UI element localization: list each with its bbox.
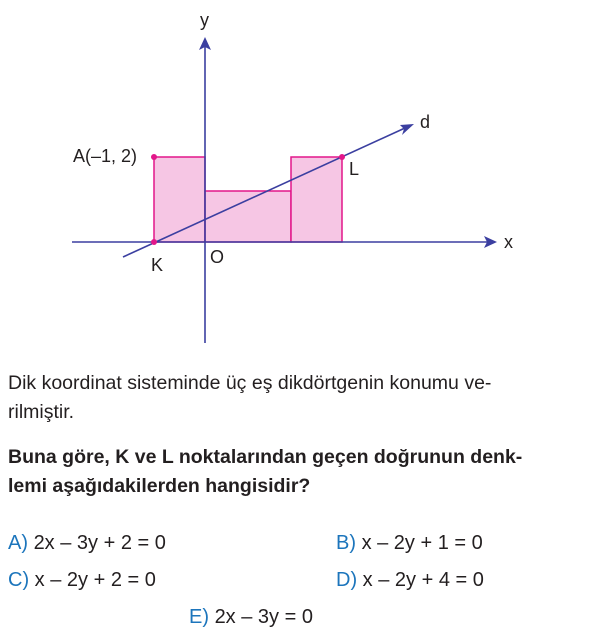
- rectangle-middle: [205, 191, 291, 242]
- option-letter: C): [8, 569, 30, 591]
- question-prompt-line: lemi aşağıdakilerden hangisidir?: [8, 475, 311, 497]
- option-text: x – 2y + 4 = 0: [362, 569, 484, 591]
- option-b[interactable]: [336, 531, 483, 555]
- point-l: [339, 154, 345, 160]
- option-a[interactable]: [8, 531, 166, 555]
- option-c[interactable]: [8, 568, 156, 592]
- option-text: x – 2y + 2 = 0: [34, 569, 156, 591]
- question-prompt-line: Buna göre, K ve L noktalarından geçen doğrunun denk-: [8, 446, 523, 468]
- rectangle-right: [291, 157, 342, 242]
- point-a-label: A(–1, 2): [73, 146, 138, 166]
- question-stem-line: Dik koordinat sisteminde üç eş dikdörtgenin konumu ve-: [8, 372, 492, 394]
- point-l-label: L: [349, 159, 360, 179]
- x-axis-label: x: [504, 232, 513, 252]
- option-d[interactable]: [336, 568, 484, 592]
- option-letter: D): [336, 569, 358, 591]
- question-prompt: [8, 443, 608, 501]
- option-text: 2x – 3y + 2 = 0: [33, 532, 166, 554]
- option-letter: E): [189, 606, 209, 628]
- y-axis-label: y: [200, 10, 209, 30]
- point-a: [151, 154, 157, 160]
- point-k: [151, 239, 157, 245]
- option-letter: A): [8, 532, 28, 554]
- rectangle-left: [154, 157, 205, 242]
- option-letter: B): [336, 532, 356, 554]
- option-e[interactable]: [189, 605, 313, 629]
- question-stem-line: rilmiştir.: [8, 401, 75, 423]
- option-text: x – 2y + 1 = 0: [361, 532, 483, 554]
- point-k-label: K: [151, 255, 164, 275]
- line-d-label: d: [420, 112, 431, 132]
- option-text: 2x – 3y = 0: [214, 606, 313, 628]
- origin-label: O: [210, 247, 225, 267]
- question-stem: [8, 369, 608, 427]
